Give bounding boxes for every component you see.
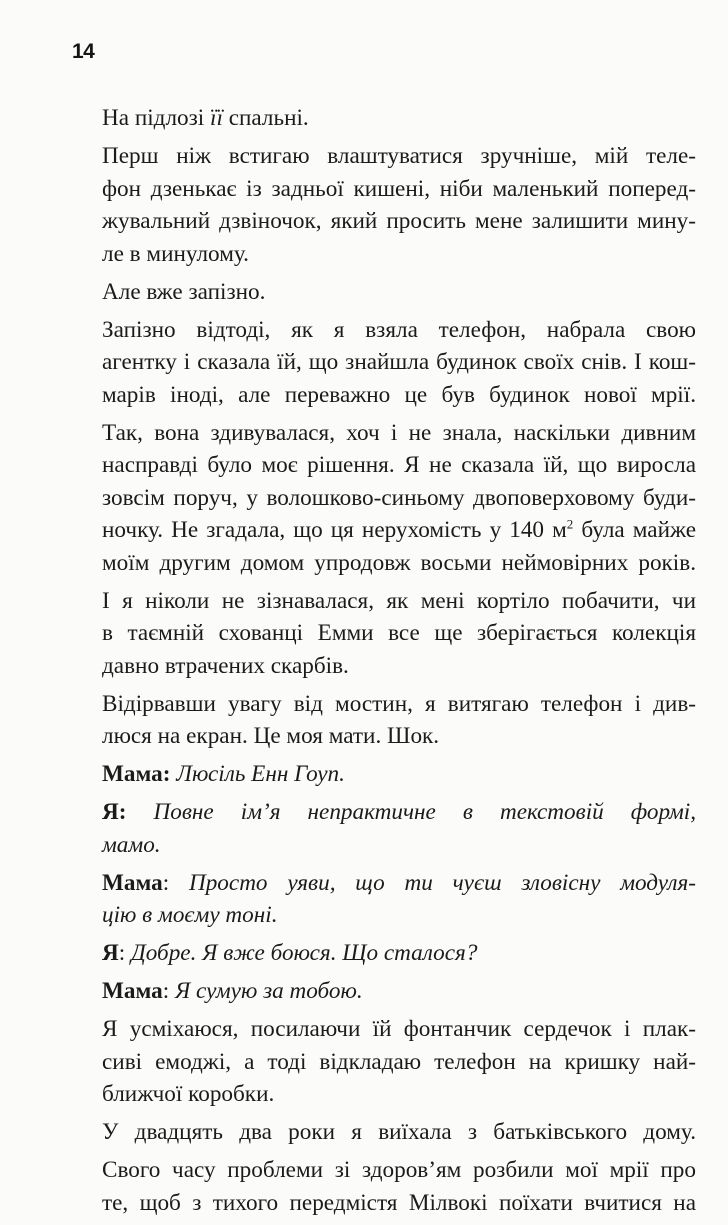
dialogue-line-2 [102, 796, 696, 861]
text-line: агентку і сказала їй, що знайшла будинок своїх снів. І кош- [102, 349, 696, 375]
speaker-label: Мама [102, 869, 163, 896]
text-line: те, щоб з тихого передмістя Мілвокі поїхати вчитися на [102, 1189, 696, 1216]
text-run: спальні. [222, 105, 309, 131]
paragraph-6 [102, 585, 696, 683]
text-line: жувальний дзвіночок, який просить мене залишити мину- [102, 208, 696, 234]
text-line: Перш ніж встигаю влаштуватися зручніше, мій теле- [102, 143, 696, 169]
text-line: марів іноді, але переважно це був будинок нової мрії. [102, 381, 696, 408]
text-line: І я ніколи не зізнавалася, як мені кортіло побачити, чи [102, 587, 696, 614]
paragraph-1 [102, 102, 696, 135]
text-line: насправді було моє рішення. Я не сказала їй, що виросла [102, 452, 696, 478]
text-line: фон дзенькає із задньої кишені, ніби маленький поперед- [102, 175, 696, 202]
colon: : [162, 978, 170, 1004]
text-line [102, 796, 696, 829]
text-line: сиві емоджі, а тоді відкладаю телефон на кришку най- [102, 1048, 696, 1075]
dialogue-line-5 [102, 975, 696, 1008]
message-text: Люсіль Енн Гоуп. [170, 761, 345, 787]
text-line: Запізно відтоді, як я взяла телефон, набрала свою [102, 316, 696, 343]
text-line: Так, вона здивувалася, хоч і не знала, наскільки дивним [102, 419, 696, 446]
text-line: ближчої коробки. [102, 1081, 275, 1107]
text-line: Я усміхаюся, посилаючи їй фонтанчик сердечок і плак- [102, 1016, 696, 1042]
message-text: Я сумую за тобою. [169, 978, 363, 1004]
text-line: моїм другим домом упродовж восьми неймовірних років. [102, 549, 696, 576]
message-text: Добре. Я вже боюся. Що сталося? [125, 940, 478, 966]
message-text: Повне ім’я непрактичне в текстовій формі, [126, 799, 696, 825]
text-line: ле в минулому. [102, 240, 249, 267]
body-text [102, 102, 696, 1225]
speaker-label: Мама: [102, 761, 171, 787]
text-line [102, 867, 696, 900]
text-run: ночку. Не згадала, що ця нерухомість у 140 м [102, 517, 567, 543]
paragraph-3 [102, 276, 696, 309]
text-run-italic: її [210, 105, 223, 131]
text-line [102, 514, 696, 547]
page-number: 14 [72, 40, 95, 63]
paragraph-7 [102, 688, 696, 753]
paragraph-10 [102, 1154, 696, 1219]
message-text: цію в моєму тоні. [102, 902, 278, 928]
colon: : [162, 869, 170, 896]
text-line: Відірвавши увагу від мостин, я витягаю телефон і див- [102, 690, 696, 717]
text-line: Свого часу проблеми зі здоров’ям розбили мої мрії про [102, 1157, 696, 1183]
dialogue-line-1 [102, 758, 696, 791]
dialogue-line-3 [102, 867, 696, 932]
text-line: давно втрачених скарбів. [102, 652, 349, 679]
colon: : [118, 940, 126, 966]
text-run: На підлозі [102, 105, 211, 131]
speaker-label: Я [102, 940, 119, 966]
speaker-label: Мама [102, 978, 163, 1004]
speaker-label: Я: [102, 799, 127, 825]
text-line: люся на екран. Це моя мати. Шок. [102, 723, 440, 749]
text-line: зовсім поруч, у волошково-синьому двоповерховому буди- [102, 484, 696, 511]
paragraph-2 [102, 140, 696, 270]
text-run: була майже [573, 517, 696, 543]
paragraph-8 [102, 1013, 696, 1111]
message-text: мамо. [102, 831, 161, 858]
text-line: У двадцять два роки я виїхала з батьківського дому. [102, 1119, 696, 1145]
paragraph-5 [102, 417, 696, 580]
paragraph-9 [102, 1116, 696, 1149]
text-line: Але вже запізно. [102, 278, 266, 305]
message-text: Просто уяви, що ти чуєш зловісну модуля- [169, 869, 696, 896]
paragraph-4 [102, 314, 696, 412]
superscript: 2 [566, 516, 574, 532]
dialogue-line-4 [102, 937, 696, 970]
text-line: в таємній схованці Емми все ще зберігається колекція [102, 620, 696, 646]
